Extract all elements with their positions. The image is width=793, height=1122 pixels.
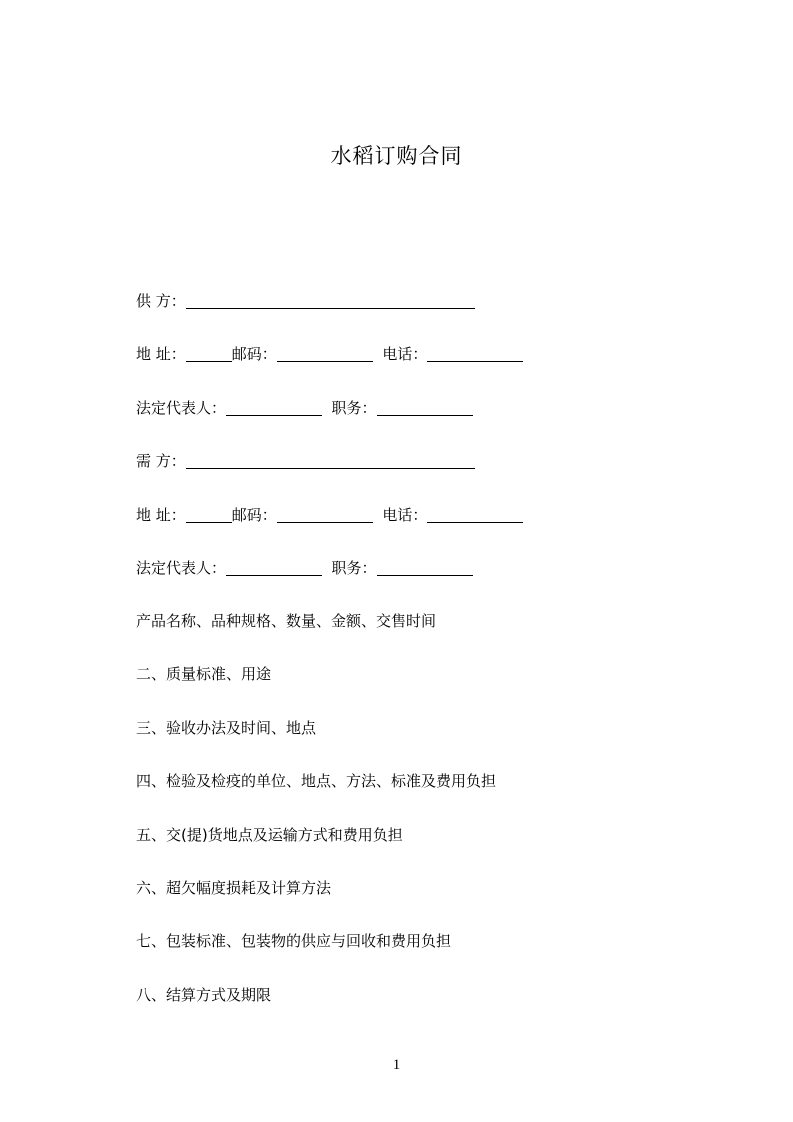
buyer-phone-label: 电话： [372, 506, 428, 524]
buyer-address-blank [186, 508, 232, 523]
supplier-postcode-blank [277, 347, 373, 362]
document-title: 水稻订购合同 [330, 144, 463, 168]
clause-settlement: 八、结算方式及期限 [136, 986, 272, 1004]
clause-delivery: 五、交(提)货地点及运输方式和费用负担 [136, 826, 403, 844]
page-number: 1 [392, 1057, 401, 1073]
clause-packaging: 七、包装标准、包装物的供应与回收和费用负担 [136, 932, 452, 950]
supplier-rep-blank [226, 401, 322, 416]
supplier-phone-blank [427, 347, 523, 362]
buyer-rep-line [136, 558, 473, 578]
buyer-postcode-label: 邮码： [231, 506, 277, 524]
buyer-rep-blank [226, 561, 322, 576]
supplier-party-blank [186, 294, 475, 309]
buyer-postcode-blank [277, 508, 373, 523]
clause-acceptance: 三、验收办法及时间、地点 [136, 719, 317, 737]
buyer-address-line [136, 505, 523, 525]
buyer-position-blank [377, 561, 473, 576]
buyer-position-label: 职务： [322, 559, 377, 577]
supplier-phone-label: 电话： [372, 345, 428, 363]
clause-inspection: 四、检验及检疫的单位、地点、方法、标准及费用负担 [136, 772, 497, 790]
supplier-address-line [136, 344, 523, 364]
supplier-party-label: 供 方： [136, 292, 186, 310]
buyer-party-blank [186, 454, 475, 469]
buyer-rep-label: 法定代表人： [136, 559, 227, 577]
buyer-party-label: 需 方： [136, 452, 186, 470]
supplier-rep-label: 法定代表人： [136, 399, 227, 417]
supplier-postcode-label: 邮码： [231, 345, 277, 363]
clause-product: 产品名称、品种规格、数量、金额、交售时间 [136, 612, 437, 630]
clause-loss: 六、超欠幅度损耗及计算方法 [136, 879, 332, 897]
supplier-rep-line [136, 398, 473, 418]
supplier-address-label: 地 址： [136, 345, 186, 363]
buyer-party-line [136, 451, 475, 471]
clause-quality: 二、质量标准、用途 [136, 665, 272, 683]
buyer-phone-blank [427, 508, 523, 523]
supplier-party-line [136, 291, 475, 311]
supplier-position-blank [377, 401, 473, 416]
supplier-address-blank [186, 347, 232, 362]
buyer-address-label: 地 址： [136, 506, 186, 524]
supplier-position-label: 职务： [322, 399, 377, 417]
